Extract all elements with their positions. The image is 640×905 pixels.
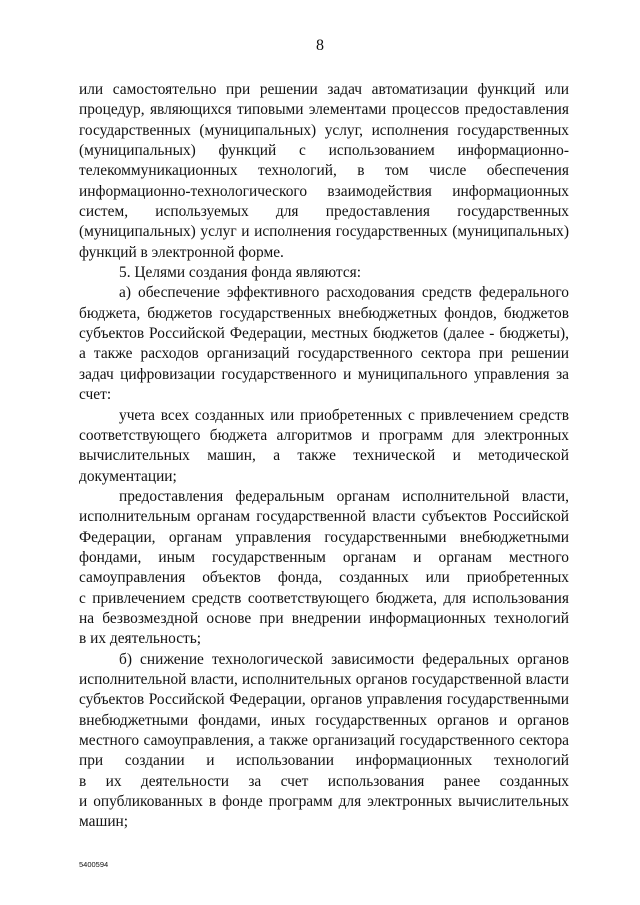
text-line: и опубликованных в фонде программ для электронных вычислительных [79, 793, 569, 811]
text-line: б) снижение технологической зависимости федеральных органов [119, 650, 569, 668]
text-line: (муниципальных) функций с использованием информационно- [79, 142, 569, 160]
text-line: документации; [79, 467, 177, 485]
text-line: учета всех созданных или приобретенных с привлечением средств [119, 406, 569, 424]
text-line: исполнительным органам государственной власти субъектов Российской [79, 508, 569, 526]
text-line: систем, используемых для предоставления государственных [79, 203, 569, 221]
text-line: (муниципальных) услуг и исполнения государственных (муниципальных) [79, 223, 569, 241]
text-line: машин; [79, 813, 129, 831]
text-line: на безвозмездной основе при внедрении информационных технологий [79, 609, 569, 627]
text-line: исполнительной власти, исполнительных органов государственной власти [79, 670, 569, 688]
text-line: а также расходов организаций государственного сектора при решении [79, 345, 569, 363]
text-line: Федерации, органам управления государственными внебюджетными [79, 528, 569, 546]
text-line: а) обеспечение эффективного расходования средств федерального [119, 284, 569, 302]
text-line: субъектов Российской Федерации, органов управления государственными [79, 691, 569, 709]
text-line: информационно-технологического взаимодействия информационных [79, 182, 569, 200]
text-line: самоуправления объектов фонда, созданных или приобретенных [79, 569, 569, 587]
text-line: государственных (муниципальных) услуг, исполнения государственных [79, 121, 569, 139]
text-line: функций в электронной форме. [79, 243, 284, 261]
text-line: при создании и использовании информационных технологий [79, 752, 569, 770]
text-line: в их деятельности за счет использования ранее созданных [79, 772, 569, 790]
text-line: счет: [79, 386, 112, 404]
text-line: внебюджетными фондами, иных государственных органов и органов [79, 711, 569, 729]
text-line: с привлечением средств соответствующего бюджета, для использования [79, 589, 569, 607]
document-code: 5400594 [79, 860, 109, 869]
text-line: телекоммуникационных технологий, в том числе обеспечения [79, 162, 569, 180]
text-line: 5. Целями создания фонда являются: [119, 264, 362, 282]
text-line: процедур, являющихся типовыми элементами процессов предоставления [79, 101, 569, 119]
document-body [79, 80, 569, 833]
text-line: соответствующего бюджета алгоритмов и программ для электронных [79, 426, 569, 444]
text-line: или самостоятельно при решении задач автоматизации функций или [79, 81, 569, 98]
text-line: в их деятельность; [79, 630, 202, 648]
page-number: 8 [316, 37, 324, 54]
text-line: фондами, иным государственным органам и органам местного [79, 548, 569, 566]
text-line: задач цифровизации государственного и муниципального управления за [79, 365, 569, 383]
text-line: предоставления федеральным органам исполнительной власти, [119, 487, 569, 505]
text-line: вычислительных машин, а также технической и методической [79, 447, 569, 465]
text-line: бюджета, бюджетов государственных внебюджетных фондов, бюджетов [79, 304, 569, 322]
text-line: местного самоуправления, а также организаций государственного сектора [79, 732, 569, 749]
text-line: субъектов Российской Федерации, местных бюджетов (далее - бюджеты), [79, 325, 569, 343]
